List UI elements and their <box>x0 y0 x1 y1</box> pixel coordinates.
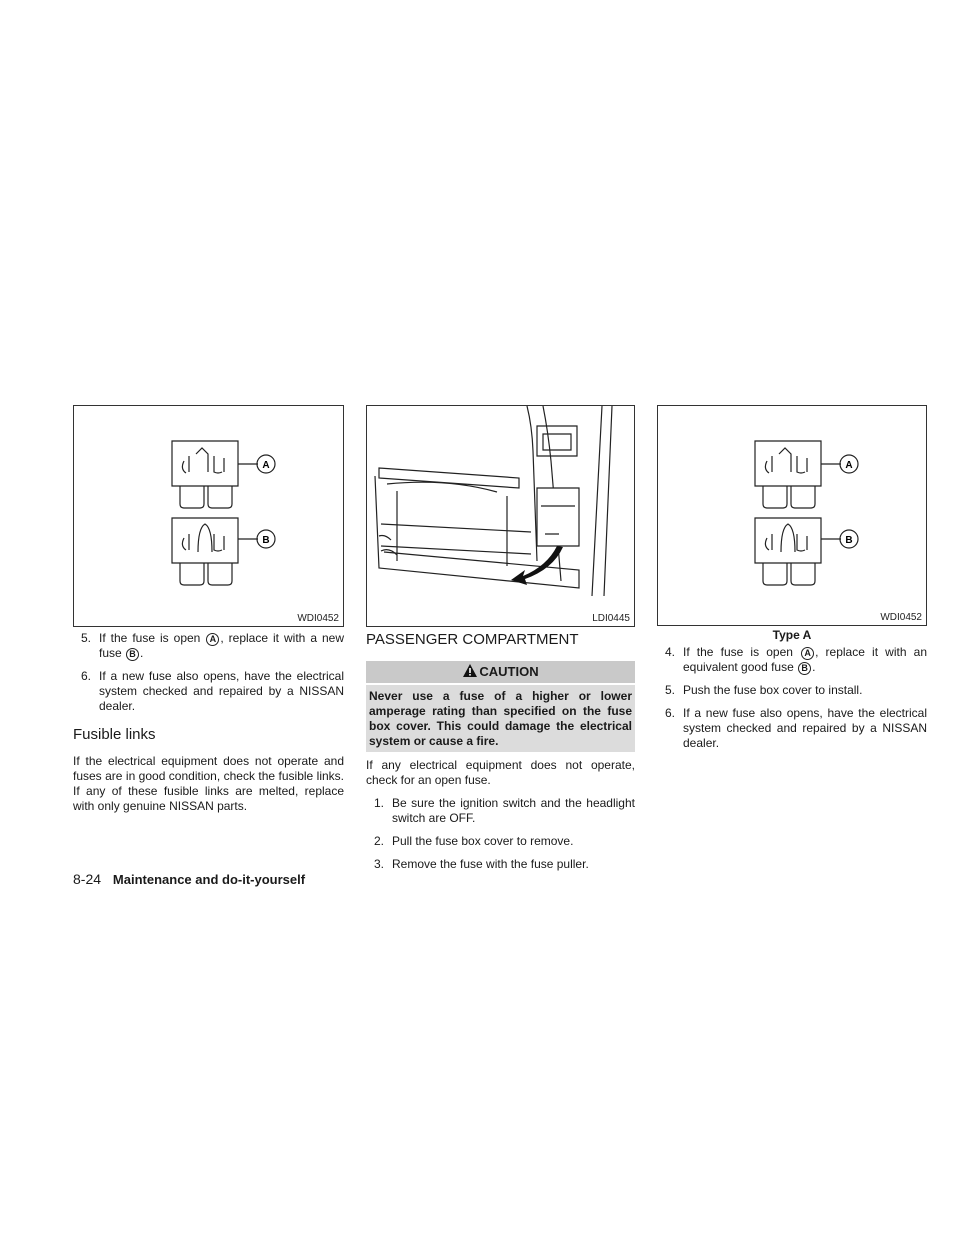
left-column <box>73 631 344 822</box>
callout-a: A <box>845 460 853 471</box>
figure-code: WDI0452 <box>880 612 922 623</box>
fuse-box-illustration <box>367 406 636 628</box>
figure-code: WDI0452 <box>297 613 339 624</box>
right-column <box>657 645 927 759</box>
section-heading: PASSENGER COMPARTMENT <box>366 631 579 648</box>
list-item: 3. Remove the fuse with the fuse puller. <box>374 857 589 871</box>
fuse-figure-left <box>73 405 344 627</box>
subheading: Fusible links <box>73 726 156 743</box>
marker-b: B <box>798 662 811 675</box>
section-title: Maintenance and do-it-yourself <box>112 872 306 887</box>
list-item: 6. If a new fuse also opens, have the electrical system checked and repaired by a NISSAN dealer. <box>665 706 927 750</box>
callout-a: A <box>262 460 270 471</box>
list-item: 4. If the fuse is open A , replace it with an equivalent good fuse B . <box>665 645 927 674</box>
paragraph: If any electrical equipment does not operate, check for an open fuse. <box>366 758 635 787</box>
list-item: 5. Push the fuse box cover to install. <box>665 683 863 697</box>
callout-b: B <box>845 535 853 546</box>
fuse-box-figure <box>366 405 635 627</box>
middle-column <box>366 631 635 880</box>
page-footer <box>73 871 305 887</box>
fuse-illustration <box>74 406 345 628</box>
caution-header: CAUTION <box>366 661 635 683</box>
figure-code: LDI0445 <box>592 613 630 624</box>
list-item: 1. Be sure the ignition switch and the headlight switch are OFF. <box>374 796 635 825</box>
callout-b: B <box>262 535 270 546</box>
warning-icon <box>462 663 478 678</box>
marker-a: A <box>206 633 219 646</box>
list-item: 2. Pull the fuse box cover to remove. <box>374 834 574 848</box>
list-item: 5. If the fuse is open A , replace it with a new fuse B . <box>81 631 344 660</box>
figure-caption: Type A <box>772 628 812 642</box>
page-number: 8-24 <box>73 871 102 887</box>
caution-box <box>366 661 635 752</box>
paragraph: If the electrical equipment does not operate and fuses are in good condition, check the fusible links. If any of these fusible links are melted, replace with only genuine NISSAN parts. <box>73 754 344 813</box>
fuse-illustration <box>658 406 928 627</box>
marker-b: B <box>126 648 139 661</box>
list-item: 6. If a new fuse also opens, have the electrical system checked and repaired by a NISSAN dealer. <box>81 669 344 713</box>
marker-a: A <box>801 647 814 660</box>
fuse-figure-right <box>657 405 927 626</box>
caution-text: Never use a fuse of a higher or lower amperage rating than specified on the fuse box cover. This could damage the electrical system or cause a fire. <box>366 683 635 752</box>
